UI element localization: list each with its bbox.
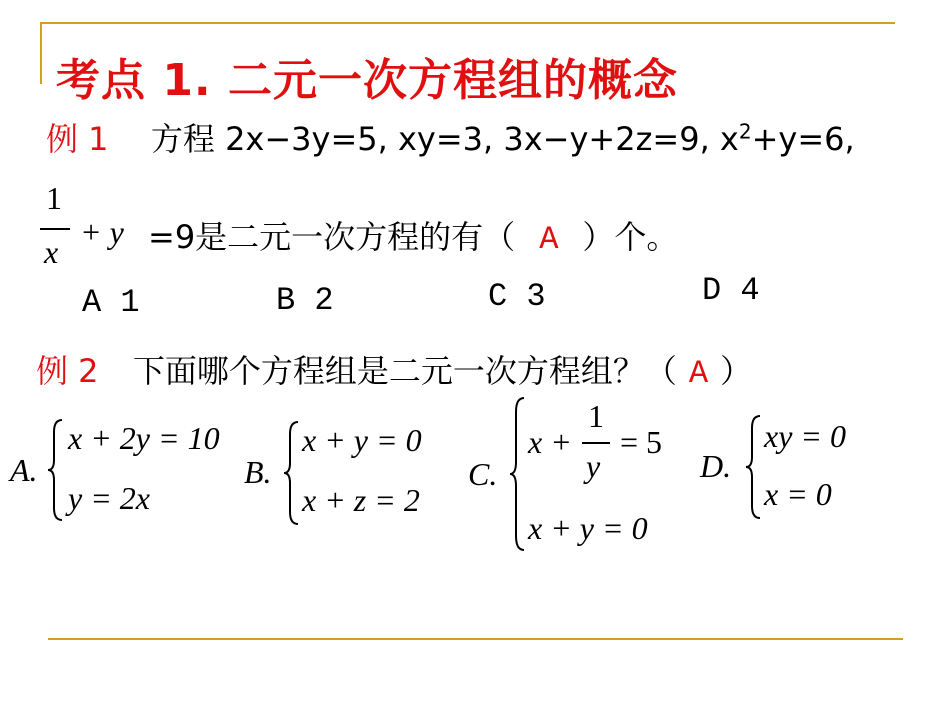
example1-equations: 方程 2x−3y=5, xy=3, 3x−y+2z=9, x: [150, 120, 739, 158]
system-b-eq2: x + z = 2: [302, 482, 420, 518]
option-a-value: 1: [120, 284, 140, 321]
system-c-eq1-right: = 5: [620, 424, 663, 460]
system-a-letter: A.: [10, 452, 38, 488]
system-c-frac-num: 1: [588, 398, 604, 434]
system-d-eq2: x = 0: [764, 476, 832, 512]
example2-close: ）: [720, 352, 753, 390]
exponent: 2: [738, 119, 752, 144]
option-d: [702, 272, 760, 309]
example2-label: 例 2: [36, 352, 99, 390]
system-c-letter: C.: [468, 456, 498, 492]
example2-line: [36, 346, 752, 392]
option-d-value: 4: [740, 272, 760, 309]
fraction-bar: [40, 228, 70, 230]
system-a-eq2: y = 2x: [68, 480, 150, 516]
left-rule: [40, 22, 42, 84]
fraction-1-over-x: [38, 180, 74, 290]
system-b-eq1: x + y = 0: [302, 422, 422, 458]
option-d-label: D: [702, 272, 722, 309]
example2-answer: A: [688, 355, 709, 392]
system-d-eq1: xy = 0: [764, 418, 846, 454]
option-c-value: 3: [526, 278, 546, 315]
example1-question: =9是二元一次方程的有（: [148, 218, 516, 256]
option-b: [276, 282, 334, 319]
brace-b: [282, 420, 302, 526]
brace-c: [508, 396, 528, 552]
system-b-letter: B.: [244, 454, 272, 490]
system-c-eq2: x + y = 0: [528, 510, 648, 546]
system-a-eq1: x + 2y = 10: [68, 420, 220, 456]
option-b-label: B: [276, 282, 296, 319]
example1-close: ）个。: [582, 218, 679, 256]
brace-d: [744, 414, 764, 520]
example1-line2: [148, 212, 678, 258]
system-c-frac-den: y: [586, 448, 601, 484]
option-a-label: A: [82, 284, 102, 321]
fraction-numerator: 1: [46, 180, 62, 216]
example1-equations-tail: +y=6,: [751, 120, 855, 158]
option-c: [488, 278, 546, 315]
brace-a: [46, 418, 66, 522]
system-c-fraction: [580, 398, 612, 494]
example1-label: 例 1: [46, 120, 109, 158]
system-c-eq1-left: x +: [528, 424, 572, 460]
example1-answer: A: [539, 221, 559, 258]
system-c-frac-bar: [582, 442, 610, 444]
slide-title: 考点 1. 二元一次方程组的概念: [56, 55, 678, 106]
option-b-value: 2: [314, 282, 334, 319]
fraction-denominator: x: [44, 234, 59, 270]
plus-y: + y: [80, 214, 124, 250]
option-c-label: C: [488, 278, 508, 315]
example2-question: 下面哪个方程组是二元一次方程组？（: [132, 352, 677, 390]
system-d-letter: D.: [700, 448, 732, 484]
top-rule: [40, 22, 895, 24]
option-a: [82, 284, 140, 321]
bottom-rule: [48, 638, 903, 640]
example1-line1: [46, 114, 855, 160]
